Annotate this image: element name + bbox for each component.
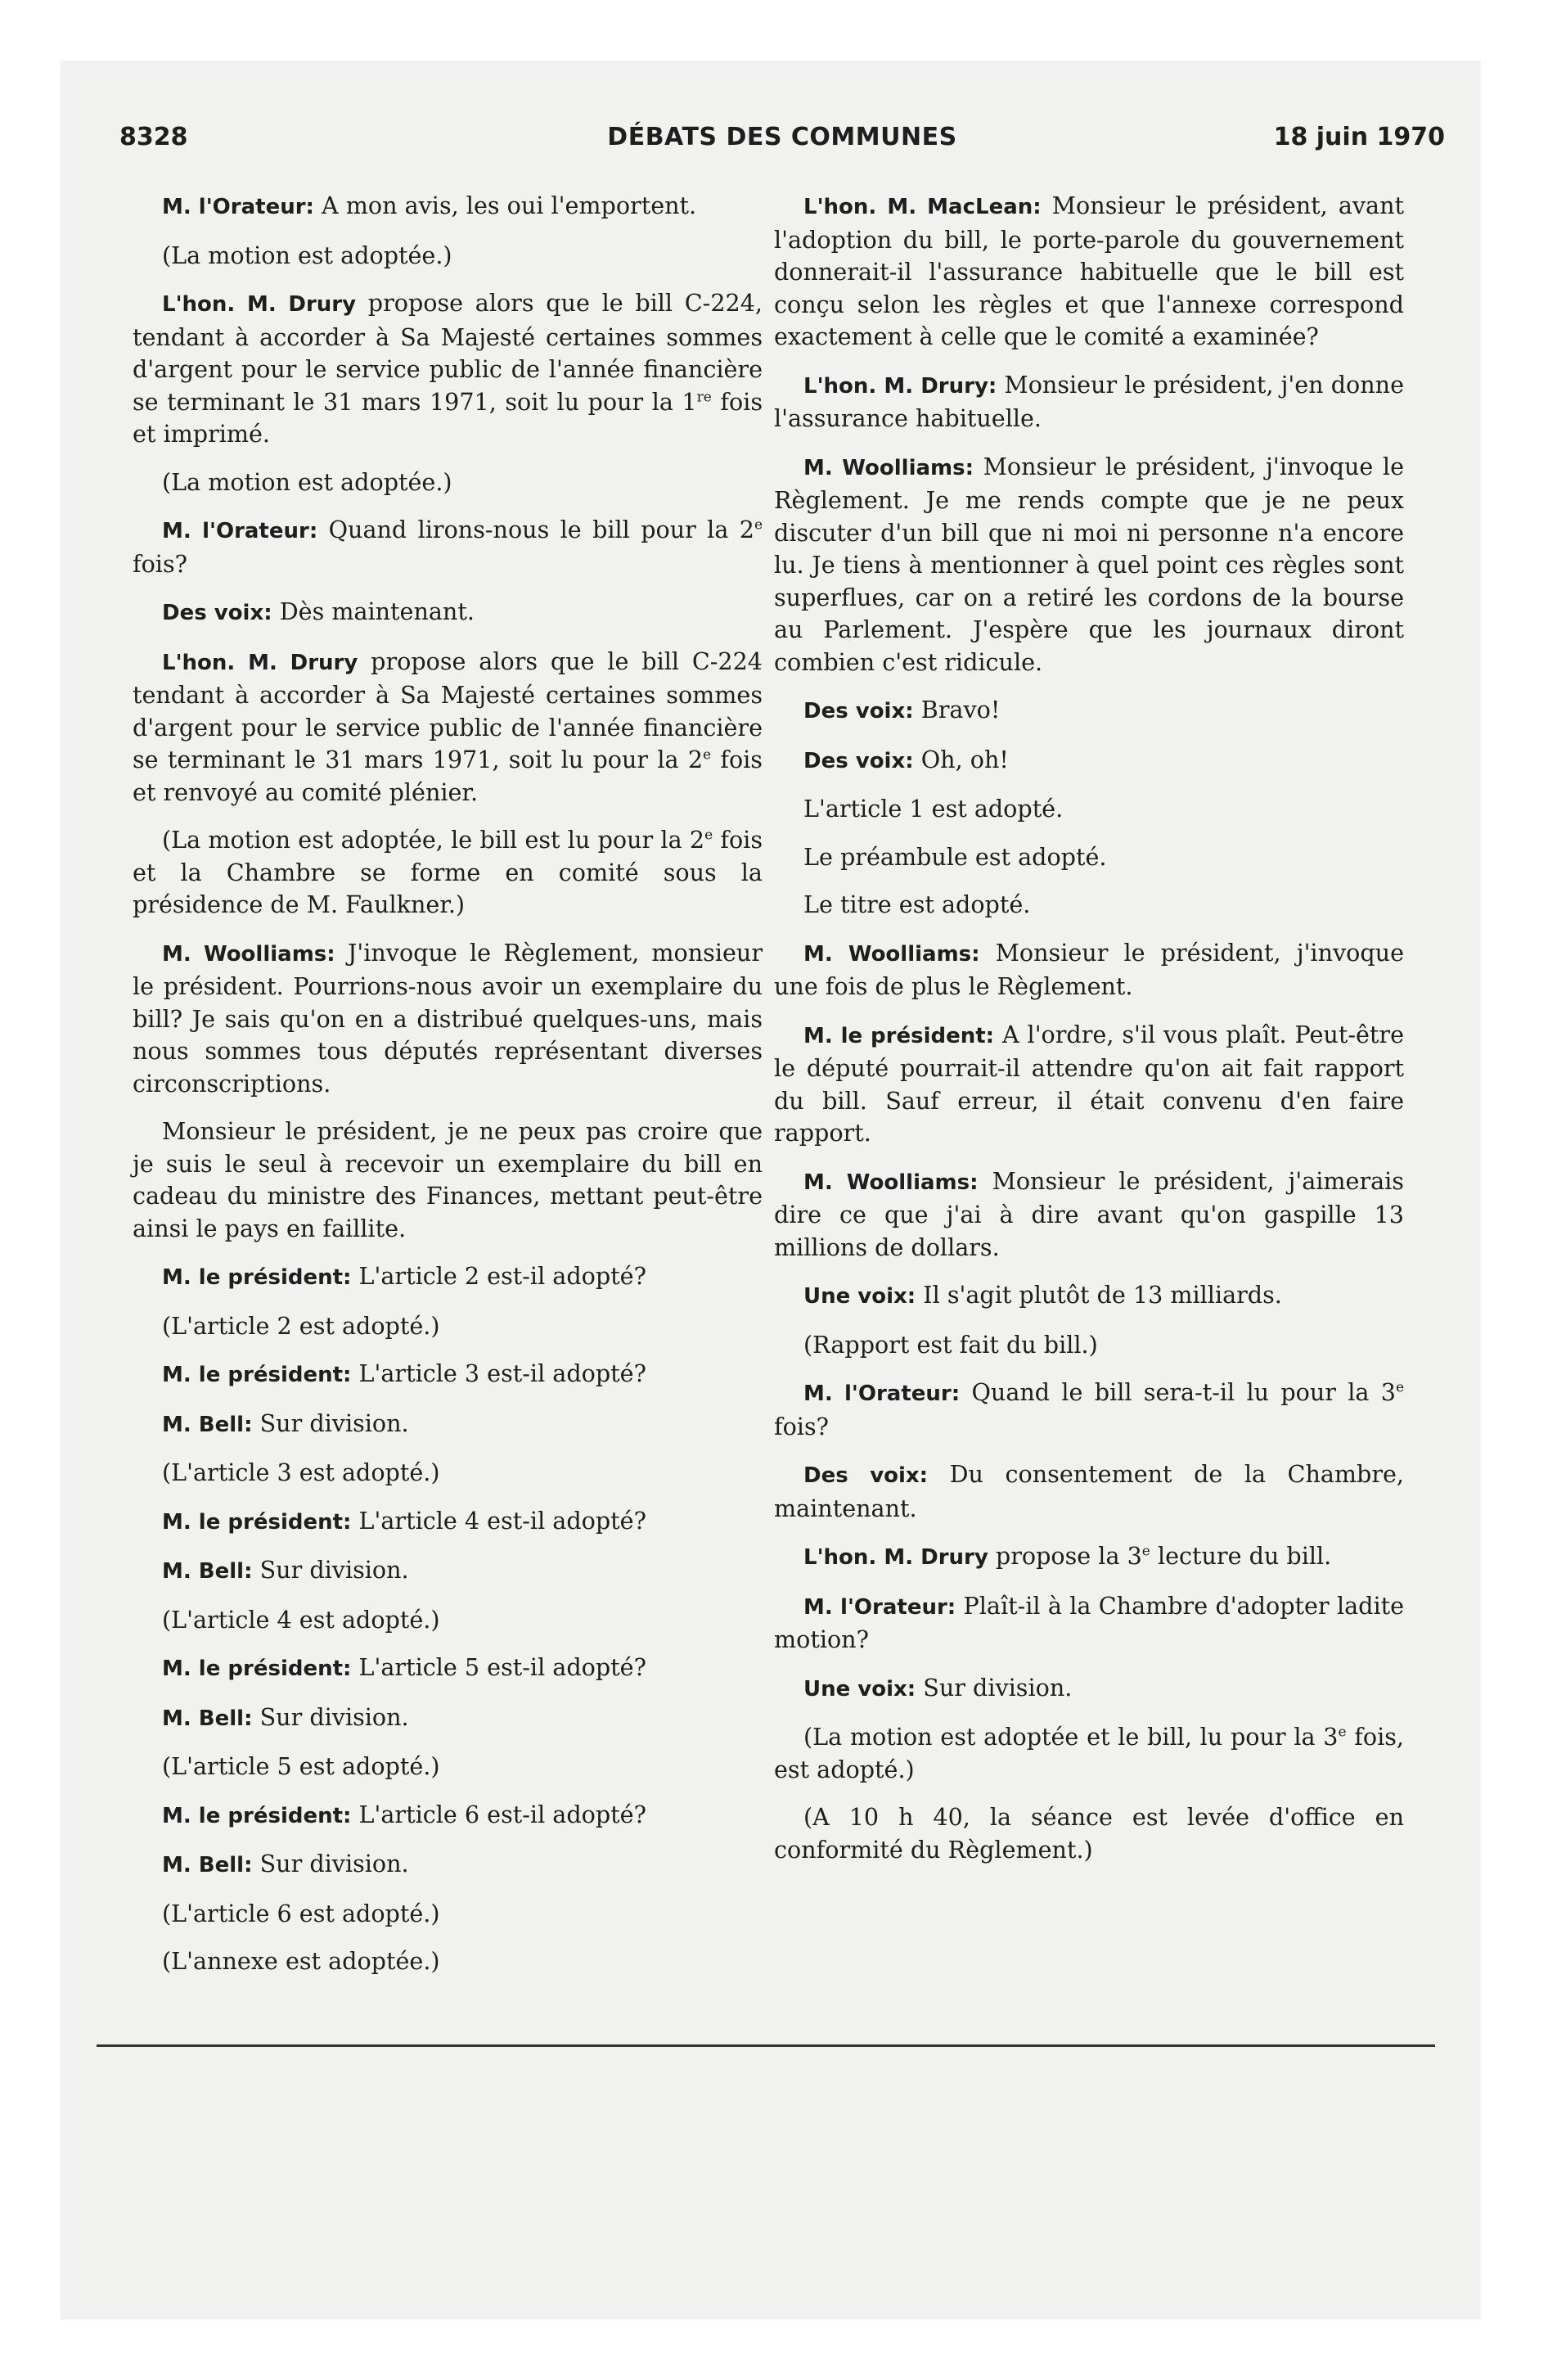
paragraph-text: Du consentement de la Chambre, maintenant. bbox=[774, 1460, 1404, 1522]
page-header bbox=[119, 123, 1445, 164]
paragraph-text: (Rapport est fait du bill.) bbox=[803, 1330, 1098, 1359]
paragraph bbox=[774, 1458, 1404, 1525]
paragraph-text: Il s'agit plutôt de 13 milliards. bbox=[916, 1281, 1282, 1309]
paragraph bbox=[133, 1116, 763, 1245]
paragraph-text: Le préambule est adopté. bbox=[803, 842, 1107, 871]
speaker-name: M. le président: bbox=[162, 1265, 352, 1290]
paragraph-text: Monsieur le président, j'invoque une fois de plus le Règlement. bbox=[774, 938, 1404, 1000]
paragraph-text: (L'article 4 est adopté.) bbox=[162, 1605, 440, 1634]
paragraph bbox=[133, 240, 763, 273]
paragraph-text: J'invoque le Règlement, monsieur le président. Pourrions-nous avoir un exemplaire du bill? Je sais qu'on en a distribué quelques-uns, mais nous sommes tous députés représentant diverses circonscriptions. bbox=[133, 938, 763, 1098]
speaker-name: M. Bell: bbox=[162, 1559, 253, 1584]
paragraph bbox=[774, 451, 1404, 679]
paragraph-text: Sur division. bbox=[252, 1409, 409, 1437]
speaker-name: Des voix: bbox=[162, 601, 272, 625]
paragraph bbox=[133, 1310, 763, 1343]
paragraph-text: (La motion est adoptée et le bill, lu pour la 3e fois, est adopté.) bbox=[774, 1723, 1405, 1783]
speaker-name: M. le président: bbox=[162, 1363, 352, 1387]
paragraph-text: propose alors que le bill C-224 tendant à accorder à Sa Majesté certaines sommes d'argent pour le service public de l'année financière se terminant le 31 mars 1971, soit lu pour la 2e fois et renvoyé au comité plénier. bbox=[133, 647, 763, 806]
paragraph bbox=[133, 1898, 763, 1931]
right-column bbox=[774, 190, 1404, 1882]
paragraph-text: (L'article 2 est adopté.) bbox=[162, 1311, 440, 1340]
paragraph-text: (La motion est adoptée.) bbox=[162, 241, 452, 269]
paragraph bbox=[774, 1672, 1404, 1706]
paragraph bbox=[133, 467, 763, 499]
paragraph-text: Monsieur le président, j'invoque le Règlement. Je me rends compte que je ne peux discuter d'un bill que ni moi ni personne n'a encore lu. Je tiens à mentionner à quel point ces règles sont superflues, car on a retiré les cordons de la bourse au Parlement. J'espère que les journaux diront combien c'est ridicule. bbox=[774, 452, 1404, 676]
paragraph-text: Quand le bill sera-t-il lu pour la 3e fois? bbox=[774, 1378, 1405, 1440]
paragraph bbox=[133, 1604, 763, 1637]
paragraph-text: Plaît-il à la Chambre d'adopter ladite motion? bbox=[774, 1591, 1404, 1653]
speaker-name: Une voix: bbox=[803, 1284, 916, 1309]
speaker-name: Une voix: bbox=[803, 1676, 916, 1702]
speaker-name: M. l'Orateur: bbox=[162, 519, 318, 543]
speaker-name: Des voix: bbox=[803, 748, 914, 773]
speaker-name: M. Woolliams: bbox=[803, 941, 980, 967]
left-column bbox=[133, 190, 763, 1994]
speaker-name: M. Bell: bbox=[162, 1706, 253, 1731]
speaker-name: M. Woolliams: bbox=[803, 455, 974, 480]
paragraph bbox=[133, 1358, 763, 1392]
paragraph bbox=[133, 596, 763, 630]
paragraph-text: L'article 1 est adopté. bbox=[803, 795, 1064, 823]
paragraph bbox=[774, 1279, 1404, 1314]
paragraph-text: Monsieur le président, j'aimerais dire ce que j'ai à dire avant qu'on gaspille 13 millions de dollars. bbox=[774, 1166, 1404, 1261]
speaker-name: M. Bell: bbox=[162, 1853, 253, 1877]
paragraph-text: A l'ordre, s'il vous plaît. Peut-être le député pourrait-il attendre qu'on ait fait rapport du bill. Sauf erreur, il était convenu d'en faire rapport. bbox=[774, 1020, 1404, 1147]
paragraph-text: Sur division. bbox=[252, 1556, 409, 1584]
paragraph-text: (L'annexe est adoptée.) bbox=[162, 1947, 440, 1975]
paragraph bbox=[774, 889, 1404, 922]
speaker-name: M. Bell: bbox=[162, 1412, 253, 1437]
publication-date: 18 juin 1970 bbox=[1273, 123, 1445, 151]
paragraph bbox=[774, 190, 1404, 354]
paragraph-text: L'article 5 est-il adopté? bbox=[351, 1653, 646, 1681]
paragraph bbox=[774, 369, 1404, 435]
speaker-name: M. le président: bbox=[162, 1509, 352, 1535]
paragraph-text: Dès maintenant. bbox=[272, 597, 475, 625]
paragraph bbox=[133, 287, 763, 451]
paragraph bbox=[774, 1377, 1404, 1443]
speaker-name: L'hon. M. Drury bbox=[162, 292, 357, 317]
paragraph bbox=[133, 1702, 763, 1736]
paragraph-text: (La motion est adoptée, le bill est lu pour la 2e fois et la Chambre se forme en comité sous la présidence de M. Faulkner.) bbox=[133, 826, 763, 918]
paragraph-text: Sur division. bbox=[252, 1850, 409, 1877]
page-number: 8328 bbox=[119, 123, 188, 151]
paragraph-text: Sur division. bbox=[252, 1702, 409, 1731]
paragraph bbox=[133, 190, 763, 224]
speaker-name: L'hon. M. Drury bbox=[803, 1545, 988, 1570]
paragraph bbox=[774, 937, 1404, 1003]
speaker-name: Des voix: bbox=[803, 1463, 929, 1488]
publication-title: DÉBATS DES COMMUNES bbox=[607, 123, 957, 151]
paragraph-text: Quand lirons-nous le bill pour la 2e fois? bbox=[133, 516, 763, 578]
paragraph bbox=[133, 1260, 763, 1295]
paragraph bbox=[133, 1554, 763, 1589]
bottom-rule bbox=[97, 2044, 1435, 2047]
paragraph bbox=[133, 646, 763, 809]
paragraph bbox=[774, 1540, 1404, 1575]
paragraph-text: Le titre est adopté. bbox=[803, 890, 1031, 918]
paragraph-text: Bravo! bbox=[913, 696, 1001, 723]
paragraph bbox=[774, 1019, 1404, 1150]
paragraph bbox=[774, 744, 1404, 778]
paragraph bbox=[133, 1945, 763, 1978]
paragraph-text: propose la 3e lecture du bill. bbox=[988, 1542, 1332, 1570]
speaker-name: Des voix: bbox=[803, 699, 914, 723]
paragraph bbox=[133, 824, 763, 922]
paragraph-text: A mon avis, les oui l'emportent. bbox=[313, 192, 697, 219]
paragraph-text: Monsieur le président, j'en donne l'assurance habituelle. bbox=[774, 370, 1404, 432]
speaker-name: M. le président: bbox=[803, 1023, 995, 1048]
paragraph bbox=[133, 1505, 763, 1539]
paragraph-text: (L'article 3 est adopté.) bbox=[162, 1458, 440, 1486]
speaker-name: M. l'Orateur: bbox=[803, 1594, 956, 1620]
paragraph bbox=[774, 694, 1404, 728]
speaker-name: M. l'Orateur: bbox=[162, 195, 314, 219]
speaker-name: M. Woolliams: bbox=[162, 941, 335, 967]
paragraph-text: Monsieur le président, avant l'adoption du bill, le porte-parole du gouvernement donnerait-il l'assurance habituelle que le bill est conçu selon les règles et que l'annexe correspond exactement à celle que le comité a examinée? bbox=[774, 192, 1404, 350]
paragraph-text: (A 10 h 40, la séance est levée d'office en conformité du Règlement.) bbox=[774, 1803, 1404, 1864]
paragraph bbox=[133, 937, 763, 1101]
paragraph bbox=[133, 1751, 763, 1783]
speaker-name: M. Woolliams: bbox=[803, 1170, 979, 1195]
paragraph-text: (L'article 6 est adopté.) bbox=[162, 1899, 440, 1927]
paragraph bbox=[133, 514, 763, 580]
paragraph-text: propose alors que le bill C-224, tendant à accorder à Sa Majesté certaines sommes d'argent pour le service public de l'année financière se terminant le 31 mars 1971, soit lu pour la 1re fois et imprimé. bbox=[133, 289, 763, 448]
paragraph bbox=[774, 1590, 1404, 1657]
speaker-name: L'hon. M. MacLean: bbox=[803, 195, 1042, 219]
paragraph-text: L'article 6 est-il adopté? bbox=[351, 1800, 646, 1828]
paragraph bbox=[774, 1165, 1404, 1264]
paragraph bbox=[133, 1848, 763, 1882]
speaker-name: L'hon. M. Drury bbox=[162, 650, 358, 675]
paragraph bbox=[774, 1721, 1404, 1786]
paragraph bbox=[133, 1457, 763, 1490]
speaker-name: M. l'Orateur: bbox=[803, 1382, 961, 1406]
speaker-name: M. le président: bbox=[162, 1803, 352, 1828]
paragraph-text: Oh, oh! bbox=[913, 745, 1009, 773]
paragraph bbox=[774, 1801, 1404, 1866]
speaker-name: M. le président: bbox=[162, 1657, 352, 1681]
paragraph-text: Monsieur le président, je ne peux pas croire que je suis le seul à recevoir un exemplaire du bill en cadeau du ministre des Finances, mettant peut-être ainsi le pays en faillite. bbox=[133, 1117, 763, 1242]
paragraph-text: (La motion est adoptée.) bbox=[162, 467, 452, 496]
paragraph-text: (L'article 5 est adopté.) bbox=[162, 1752, 440, 1780]
paragraph bbox=[133, 1408, 763, 1442]
speaker-name: L'hon. M. Drury: bbox=[803, 373, 997, 399]
paragraph bbox=[133, 1799, 763, 1833]
paragraph-text: L'article 2 est-il adopté? bbox=[351, 1262, 646, 1290]
paragraph-text: Sur division. bbox=[916, 1673, 1073, 1702]
paragraph-text: L'article 3 est-il adopté? bbox=[351, 1359, 646, 1387]
paragraph bbox=[774, 841, 1404, 874]
paragraph bbox=[774, 793, 1404, 826]
paragraph-text: L'article 4 est-il adopté? bbox=[351, 1506, 646, 1535]
paragraph bbox=[774, 1329, 1404, 1362]
paragraph bbox=[133, 1652, 763, 1686]
